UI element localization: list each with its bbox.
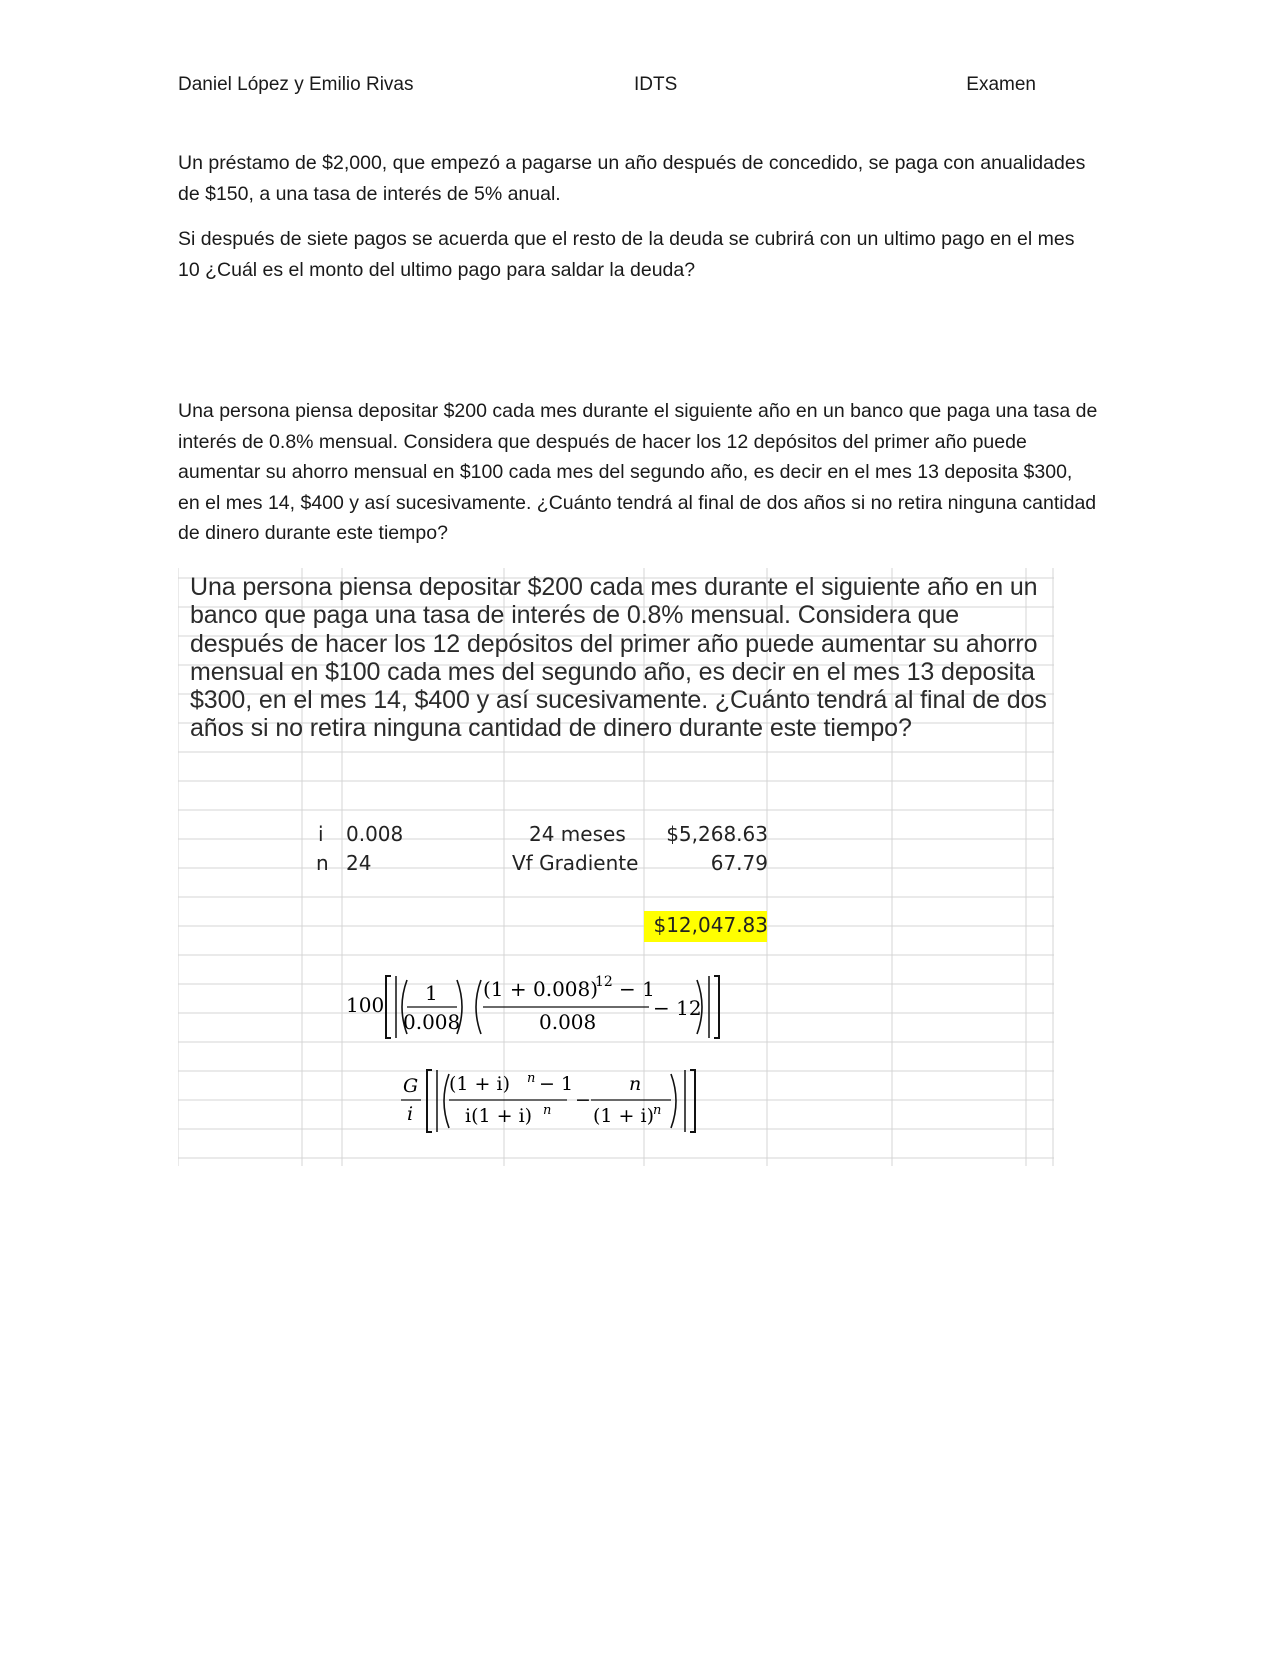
formula-exp-n: n bbox=[527, 1071, 536, 1086]
formula-general bbox=[395, 1060, 715, 1140]
cell-n-label: n bbox=[316, 851, 329, 875]
formula-G: G bbox=[403, 1075, 419, 1097]
problem2-statement: Una persona piensa depositar $200 cada mes durante el siguiente año en un banco que paga una tasa de interés de 0.8% mensual. Considera que después de hacer los 12 depósitos del primer año puede aumentar su ahorro mensual en $100 cada mes del segundo año, es decir en el mes 13 deposita $300, en el mes 14, $400 y así sucesivamente. ¿Cuánto tendrá al final de dos años si no retira ninguna cantidad de dinero durante este tiempo? bbox=[178, 400, 1098, 544]
formula-den1-exp: n bbox=[543, 1103, 552, 1118]
problem1-statement: Un préstamo de $2,000, que empezó a pagarse un año después de concedido, se paga con anualidades de $150, a una tasa de interés de 5% anual. bbox=[178, 152, 1086, 205]
formula-base: (1 + 0.008) bbox=[483, 977, 599, 1001]
sheet-problem-text: Una persona piensa depositar $200 cada mes durante el siguiente año en un banco que paga una tasa de interés de 0.8% mensual. Considera que después de hacer los 12 depósitos del primer año puede aumentar su ahorro mensual en $100 cada mes del segundo año, es decir en el mes 13 deposita $300, en el mes 14, $400 y así sucesivamente. ¿Cuánto tendrá al final de dos años si no retira ninguna cantidad de dinero durante este tiempo? bbox=[190, 573, 1047, 743]
header-course: IDTS bbox=[634, 74, 678, 95]
paren-right-icon bbox=[671, 1074, 676, 1128]
problem1-question: Si después de siete pagos se acuerda que el resto de la deuda se cubrirá con un ultimo pago en el mes 10 ¿Cuál es el monto del ultimo pago para saldar la deuda? bbox=[178, 228, 1075, 281]
cell-n-desc: Vf Gradiente bbox=[512, 851, 639, 875]
formula-n: n bbox=[629, 1073, 642, 1095]
bracket-left-icon bbox=[427, 1070, 432, 1132]
cell-i-amount: $5,268.63 bbox=[666, 822, 768, 846]
formula-numeric bbox=[343, 966, 743, 1046]
bracket-right-icon bbox=[714, 976, 719, 1038]
formula-num1: (1 + i) bbox=[449, 1073, 510, 1095]
formula-den2: (1 + i) bbox=[593, 1105, 654, 1127]
header-doc-type: Examen bbox=[966, 74, 1036, 95]
formula-coef: 100 bbox=[346, 993, 385, 1017]
formula-minus-one: − 1 bbox=[539, 1073, 574, 1095]
formula-minus-twelve: − 12 bbox=[653, 996, 702, 1020]
formula-one: 1 bbox=[425, 981, 438, 1005]
bracket-left-icon bbox=[386, 976, 391, 1038]
cell-n-amount: 67.79 bbox=[710, 851, 768, 875]
formula-i: i bbox=[407, 1103, 414, 1125]
cell-i-label: i bbox=[318, 822, 324, 846]
spreadsheet-image bbox=[178, 566, 1054, 1166]
bracket-right-icon bbox=[690, 1070, 695, 1132]
paren-left-icon bbox=[476, 980, 481, 1034]
formula-den1: i(1 + i) bbox=[465, 1105, 533, 1127]
header-authors: Daniel López y Emilio Rivas bbox=[178, 74, 414, 95]
formula-rate: 0.008 bbox=[403, 1010, 461, 1034]
cell-n-value: 24 bbox=[346, 851, 372, 875]
formula-minus: − bbox=[575, 1089, 591, 1111]
formula-minus-one: − 1 bbox=[619, 977, 655, 1001]
formula-rate-den: 0.008 bbox=[539, 1010, 597, 1034]
cell-i-desc: 24 meses bbox=[529, 822, 626, 846]
cell-i-value: 0.008 bbox=[346, 822, 404, 846]
formula-den2-exp: n bbox=[653, 1103, 662, 1118]
cell-total: $12,047.83 bbox=[653, 913, 768, 937]
formula-exp: 12 bbox=[595, 974, 613, 990]
page-header bbox=[178, 74, 1036, 102]
